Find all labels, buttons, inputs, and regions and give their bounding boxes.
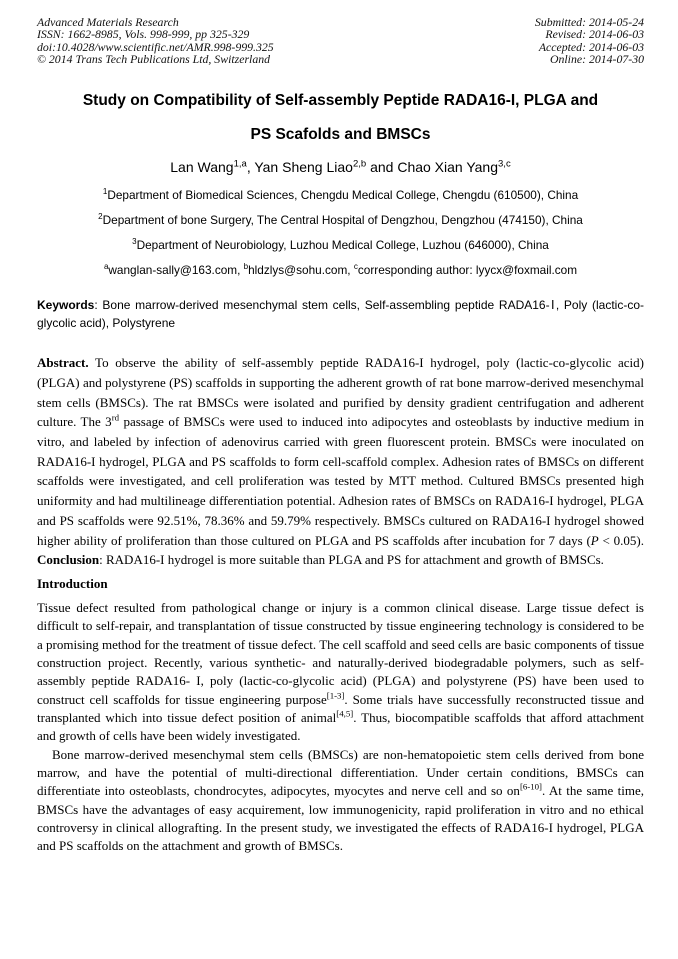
keywords-text: : Bone marrow-derived mesenchymal stem cells, Self-assembling peptide RADA16-Ⅰ, Poly (lactic-co-glycolic acid), Polystyrene <box>37 298 644 330</box>
author-2: Yan Sheng Liao <box>254 159 353 176</box>
intro-p1-text-3: . Thus, biocompatible scaffolds that afford attachment and growth of cells have been widely investigated. <box>37 709 644 744</box>
citation-6-10: [6-10] <box>519 782 542 793</box>
affiliation-1-text: Department of Biomedical Sciences, Chengdu Medical College, Chengdu (610500), China <box>107 188 579 203</box>
affiliation-2-sup: 2 <box>98 212 103 222</box>
author-separator-1: , <box>246 159 255 176</box>
corresponding-author-text: corresponding author: lyycx@foxmail.com <box>357 263 578 278</box>
author-1: Lan Wang <box>170 159 234 176</box>
author-1-sup: 1,a <box>233 158 247 170</box>
affiliation-3-sup: 3 <box>132 237 137 247</box>
author-3: Chao Xian Yang <box>397 159 499 176</box>
journal-header <box>37 16 644 65</box>
introduction-heading: Introduction <box>37 575 108 591</box>
affiliation-2 <box>37 213 644 228</box>
journal-info-block <box>37 16 274 65</box>
citation-4-5: [4,5] <box>336 708 354 719</box>
journal-name: Advanced Materials Research <box>37 15 179 29</box>
date-revised: Revised: 2014-06-03 <box>545 27 644 42</box>
p-value-symbol: P <box>590 532 599 548</box>
conclusion-label: Conclusion <box>37 552 100 568</box>
intro-p2-text-2: . At the same time, BMSCs have the advantages of easy acquirement, low immunogenicity, rapid proliferation in vitro and no ethical controversy in clinical allografting. In the present study, we investigated the effects of RADA16-I hydrogel, PLGA and PS scaffolds on the attachment and growth of BMSCs. <box>37 783 644 854</box>
citation-1-3: [1-3] <box>326 690 345 701</box>
paper-title-line1: Study on Compatibility of Self-assembly Peptide RADA16-I, PLGA and <box>82 92 599 110</box>
introduction-paragraph-2 <box>37 746 644 856</box>
email-b: hldzlys@sohu.com, <box>248 263 354 278</box>
affiliation-3-text: Department of Neurobiology, Luzhou Medical College, Luzhou (646000), China <box>136 238 549 253</box>
introduction-paragraph-1 <box>37 599 644 746</box>
keywords-block <box>37 297 644 332</box>
abstract-text-1: To observe the ability of self-assembly peptide RADA16-I hydrogel, poly (lactic-co-glycolic acid) (PLGA) and polystyrene (PS) scaffolds in supporting the adherent growth of rat bone marrow-derived mesenchymal stem cells (BMSCs). The rat BMSCs were isolated and purified by density gradient centrifugation and adherent culture. The 3 <box>37 355 644 430</box>
abstract-text-2: passage of BMSCs were used to induced into adipocytes and osteoblasts by inductive medium in vitro, and labeled by infection of adenovirus carried with green fluorescent protein. BMSCs were inoculated on RADA16-I hydrogel, PLGA and PS scaffolds to form cell-scaffold complex. Adhesion rates of BMSCs on different scaffolds were investigated, and cell proliferation was tested by MTT method. Cultured BMSCs presented high uniformity and had multilineage differentiation potential. Adhesion rates of BMSCs on RADA16-I hydrogel, PLGA and PS scaffolds were 92.51%, 78.36% and 59.79% respectively. BMSCs cultured on RADA16-I hydrogel showed higher ability of proliferation than those cultured on PLGA and PS scaffolds after incubation for 7 days ( <box>37 414 645 548</box>
author-line <box>37 159 644 175</box>
affiliation-2-text: Department of bone Surgery, The Central Hospital of Dengzhou, Dengzhou (474150), China <box>102 213 583 228</box>
ordinal-sup: rd <box>111 412 120 423</box>
abstract-text-4: : RADA16-I hydrogel is more suitable than PLGA and PS for attachment and growth of BMSCs. <box>99 552 604 568</box>
email-b-sup: b <box>243 262 249 272</box>
abstract-label: Abstract. <box>37 355 89 371</box>
journal-issn: ISSN: 1662-8985, Vols. 998-999, pp 325-329 <box>37 27 250 42</box>
intro-p2-text-1: Bone marrow-derived mesenchymal stem cells (BMSCs) are non-hematopoietic stem cells derived from bone marrow, and have the potential of multi-directional differentiation. Under certain conditions, BMSCs can differentiate into osteoblasts, chondrocytes, adipocytes, myocytes and nerve cell and so on <box>37 746 644 799</box>
author-separator-2: and <box>366 159 398 176</box>
abstract-text-3: < 0.05). <box>598 532 644 548</box>
dates-block <box>535 16 644 65</box>
date-online: Online: 2014-07-30 <box>549 51 644 66</box>
affiliation-1 <box>37 188 644 203</box>
journal-doi: doi:10.4028/www.scientific.net/AMR.998-999.325 <box>37 39 274 54</box>
paper-title-line2: PS Scafolds and BMSCs <box>250 126 431 144</box>
email-a: wanglan-sally@163.com, <box>108 263 244 278</box>
affiliation-3 <box>37 238 644 253</box>
intro-p1-text-1: Tissue defect resulted from pathological change or injury is a common clinical disease. Large tissue defect is difficult to self-repair, and transplantation of tissue constructed by tissue engineering technology is considered to be a promising method for the treatment of tissue defect. The cell scaffold and seed cells are basic components of tissue construction project. Recently, various synthetic- and naturally-derived biodegradable polymers, such as self-assembly peptide RADA16- I, poly (lactic-co-glycolic acid) (PLGA) and polystyrene (PS) have been used to construct cell scaffolds for tissue engineering purpose <box>37 599 644 707</box>
date-accepted: Accepted: 2014-06-03 <box>538 39 644 54</box>
intro-p1-text-2: . Some trials have successfully reconstructed tissue and transplanted which into tissue defect position of animal <box>37 691 645 725</box>
affiliation-1-sup: 1 <box>102 187 108 197</box>
author-3-sup: 3,c <box>498 158 511 170</box>
email-c-sup: c <box>353 262 358 272</box>
keywords-label: Keywords <box>37 298 95 313</box>
date-submitted: Submitted: 2014-05-24 <box>534 15 644 29</box>
email-line <box>37 263 644 278</box>
email-a-sup: a <box>103 262 109 272</box>
paper-title <box>37 92 644 144</box>
author-2-sup: 2,b <box>352 158 367 170</box>
affiliations-block <box>37 188 644 278</box>
journal-copyright: © 2014 Trans Tech Publications Ltd, Switzerland <box>37 51 271 66</box>
abstract-paragraph <box>37 353 644 570</box>
